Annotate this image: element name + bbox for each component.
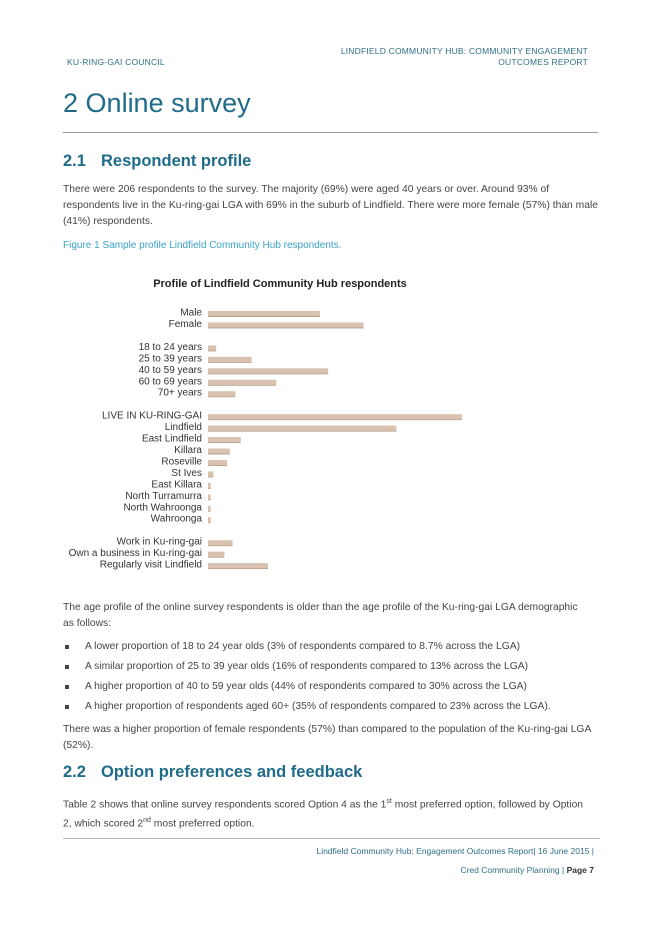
subsection-title: Option preferences and feedback — [101, 763, 363, 781]
chart-bar-shadow — [208, 499, 211, 500]
chart-bar-shadow — [208, 465, 227, 466]
list-item: A similar proportion of 25 to 39 year olds (16% of respondents compared to 13% across the LGA) — [63, 657, 603, 677]
chart-bar-shadow — [208, 522, 211, 523]
chart-category-label: 25 to 39 years — [138, 353, 202, 365]
chart-bar-shadow — [208, 396, 235, 397]
chart-bar — [208, 380, 276, 385]
bullet-square-icon — [65, 685, 69, 689]
bullet-square-icon — [65, 705, 69, 709]
header-council-name: KU-RING-GAI COUNCIL — [67, 57, 165, 67]
chart-bar — [208, 460, 227, 465]
chart-bar-shadow — [208, 362, 252, 363]
chart-bar-shadow — [208, 511, 211, 512]
chart-title: Profile of Lindfield Community Hub respondents — [153, 278, 407, 290]
chart-category-label: Work in Ku-ring-gai — [116, 536, 202, 548]
chart-bar — [208, 391, 235, 396]
chart-category-label: St Ives — [171, 467, 202, 479]
chart-bar — [208, 368, 328, 373]
chart-category-label: East Killara — [151, 479, 202, 491]
subsection-number: 2.2 — [63, 763, 86, 781]
age-comparison-list — [63, 637, 603, 717]
chart-bar-shadow — [208, 545, 233, 546]
chart-bar — [208, 540, 233, 545]
page-number: Page 7 — [566, 865, 594, 875]
subsection-heading-option-preferences — [63, 763, 362, 782]
bullet-square-icon — [65, 665, 69, 669]
chart-bar-shadow — [208, 454, 230, 455]
chart-bar-shadow — [208, 373, 328, 374]
chart-bar — [208, 552, 224, 557]
chart-bar — [208, 345, 216, 350]
chart-category-label: 70+ years — [157, 387, 202, 399]
chart-category-label: Wahroonga — [150, 513, 202, 525]
chart-bar — [208, 494, 211, 499]
list-item: A higher proportion of respondents aged 60+ (35% of respondents compared to 23% across the LGA). — [63, 697, 603, 717]
section-title: Online survey — [85, 88, 251, 118]
chart-bar-shadow — [208, 385, 276, 386]
chart-bar-shadow — [208, 327, 364, 328]
chart-bar — [208, 517, 211, 522]
chart-bar-shadow — [208, 488, 211, 489]
chart-bar — [208, 426, 396, 431]
chart-category-label: 60 to 69 years — [138, 376, 202, 388]
respondent-profile-chart — [60, 300, 530, 578]
list-item: A higher proportion of 40 to 59 year olds (44% of respondents compared to 30% across the LGA) — [63, 677, 603, 697]
section-heading — [63, 88, 251, 119]
chart-bar — [208, 471, 213, 476]
chart-bar — [208, 322, 364, 327]
chart-bar — [208, 483, 211, 488]
chart-category-label: Lindfield — [164, 422, 202, 434]
header-report-title-line1: LINDFIELD COMMUNITY HUB: COMMUNITY ENGAGEMENT — [340, 46, 588, 56]
chart-bar-shadow — [208, 476, 213, 477]
chart-bar-shadow — [208, 431, 396, 432]
list-item: A lower proportion of 18 to 24 year olds (3% of respondents compared to 8.7% across the LGA) — [63, 637, 603, 657]
respondent-profile-paragraph: There were 206 respondents to the survey. The majority (69%) were aged 40 years or over. Around 93% of respondents live in the Ku-ring-gai LGA with 69% in the suburb of Lindfield. There were more female (57%) than male (41%) respondents. — [63, 184, 598, 227]
chart-bar — [208, 506, 211, 511]
chart-category-label: Killara — [174, 445, 202, 456]
age-profile-intro: The age profile of the online survey respondents is older than the age profile of the Ku-ring-gai LGA demographic as follows: — [63, 602, 578, 629]
chart-category-label: 40 to 59 years — [138, 364, 202, 376]
chart-bar — [208, 311, 320, 316]
footer-organisation: Cred Community Planning | — [460, 865, 567, 875]
section-divider — [63, 132, 598, 133]
chart-bar-shadow — [208, 316, 320, 317]
chart-category-label: North Wahroonga — [123, 502, 202, 514]
section-number: 2 — [63, 88, 79, 118]
chart-bar — [208, 414, 462, 419]
figure-caption: Figure 1 Sample profile Lindfield Community Hub respondents. — [63, 240, 342, 251]
chart-bar — [208, 563, 268, 568]
chart-bar-shadow — [208, 350, 216, 351]
bullet-square-icon — [65, 645, 69, 649]
chart-category-label: Roseville — [161, 456, 202, 468]
chart-category-label: Regularly visit Lindfield — [99, 559, 202, 571]
chart-category-label: Own a business in Ku-ring-gai — [68, 548, 202, 560]
chart-bar — [208, 437, 241, 442]
footer-page-info — [460, 865, 594, 875]
subsection-number: 2.1 — [63, 152, 86, 170]
subsection-heading-respondent-profile — [63, 152, 251, 171]
chart-category-label: East Lindfield — [141, 433, 202, 445]
subsection-title: Respondent profile — [101, 152, 252, 170]
header-report-title — [341, 46, 588, 68]
footer-report-info: Lindfield Community Hub: Engagement Outcomes Report| 16 June 2015 | — [316, 846, 594, 856]
gender-comparison-paragraph: There was a higher proportion of female respondents (57%) than compared to the population of the Ku-ring-gai LGA (52%). — [63, 724, 591, 751]
header-report-title-line2: OUTCOMES REPORT — [498, 57, 588, 67]
chart-category-label: Male — [180, 307, 202, 319]
chart-bar — [208, 357, 252, 362]
chart-category-label: Female — [168, 318, 202, 330]
chart-category-label: North Turramurra — [125, 490, 202, 502]
chart-bar-shadow — [208, 419, 462, 420]
chart-bar-shadow — [208, 442, 241, 443]
footer-divider — [63, 838, 600, 839]
chart-bar-shadow — [208, 557, 224, 558]
chart-bar-shadow — [208, 568, 268, 569]
option-preferences-paragraph: Table 2 shows that online survey respondents scored Option 4 as the 1st most preferred option, followed by Option 2, which scored 2nd most preferred option. — [63, 798, 584, 830]
chart-category-label: LIVE IN KU-RING-GAI — [101, 410, 202, 422]
chart-category-label: 18 to 24 years — [138, 341, 202, 353]
chart-bar — [208, 449, 230, 454]
